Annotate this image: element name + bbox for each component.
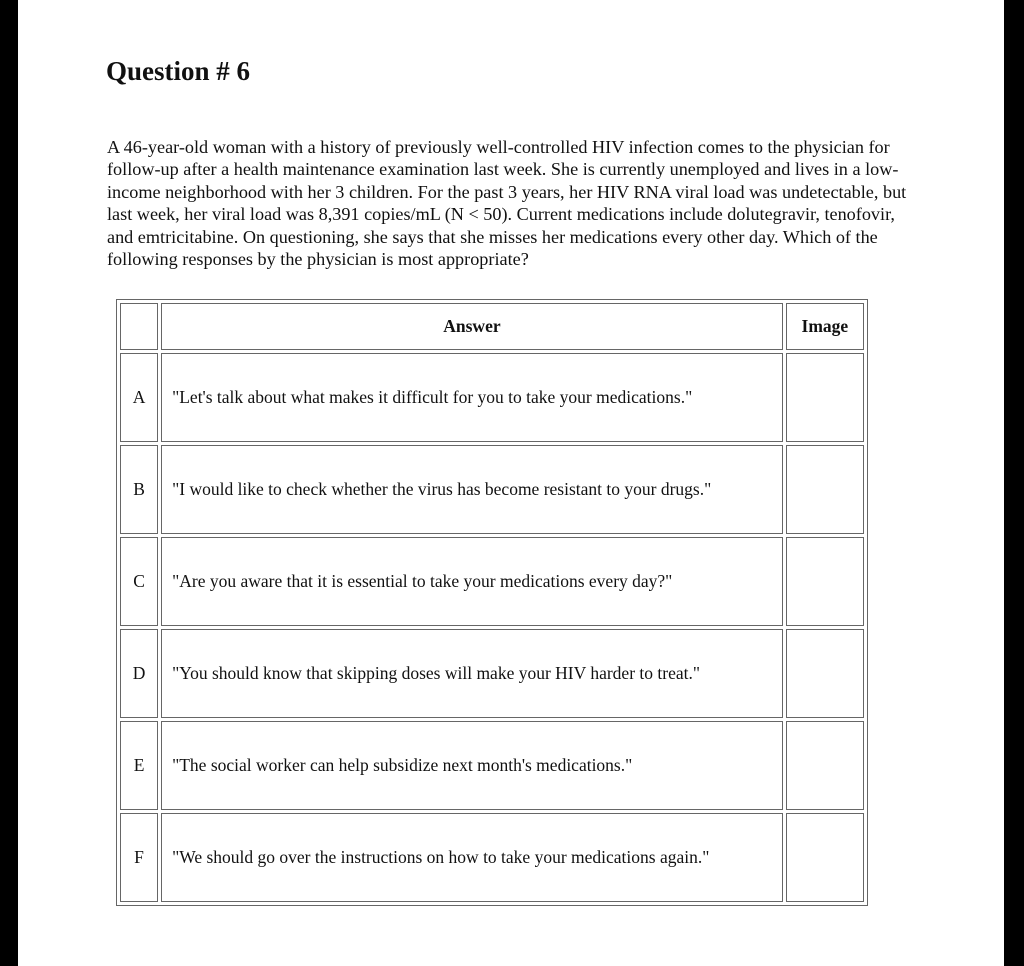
answer-image-cell [786, 629, 864, 718]
answer-image-cell [786, 813, 864, 902]
answer-text: "Let's talk about what makes it difficult for you to take your medications." [172, 387, 693, 407]
answer-image-cell [786, 721, 864, 810]
question-stem: A 46-year-old woman with a history of previously well-controlled HIV infection comes to the physician for follow-up after a health maintenance examination last week. She is currently unemployed and lives in a low-income neighborhood with her 3 children. For the past 3 years, her HIV RNA viral load was undetectable, but last week, her viral load was 8,391 copies/mL (N < 50). Current medications include dolutegravir, tenofovir, and emtricitabine. On questioning, she says that she misses her medications every other day. Which of the following responses by the physician is most appropriate? [107, 137, 907, 270]
answer-row-c[interactable] [120, 537, 864, 626]
header-row [120, 303, 864, 350]
answer-text: "You should know that skipping doses will make your HIV harder to treat." [172, 663, 700, 683]
answer-text: "I would like to check whether the virus has become resistant to your drugs." [172, 479, 712, 499]
header-answer: Answer [161, 303, 783, 350]
answer-image-cell [786, 537, 864, 626]
answer-letter: D [120, 629, 158, 718]
header-image: Image [786, 303, 864, 350]
answer-letter: A [120, 353, 158, 442]
answer-text: "The social worker can help subsidize next month's medications." [172, 755, 633, 775]
answer-row-e[interactable] [120, 721, 864, 810]
answer-letter: E [120, 721, 158, 810]
answer-letter: B [120, 445, 158, 534]
answer-row-b[interactable] [120, 445, 864, 534]
answer-row-d[interactable] [120, 629, 864, 718]
answer-text: "Are you aware that it is essential to take your medications every day?" [172, 571, 673, 591]
answer-letter: C [120, 537, 158, 626]
question-title: Question # 6 [106, 56, 251, 86]
header-letter [120, 303, 158, 350]
document-page [18, 0, 1004, 966]
answer-text: "We should go over the instructions on how to take your medications again." [172, 847, 710, 867]
answer-table [116, 299, 868, 906]
answer-image-cell [786, 445, 864, 534]
answer-image-cell [786, 353, 864, 442]
answer-letter: F [120, 813, 158, 902]
answer-row-a[interactable] [120, 353, 864, 442]
answer-row-f[interactable] [120, 813, 864, 902]
